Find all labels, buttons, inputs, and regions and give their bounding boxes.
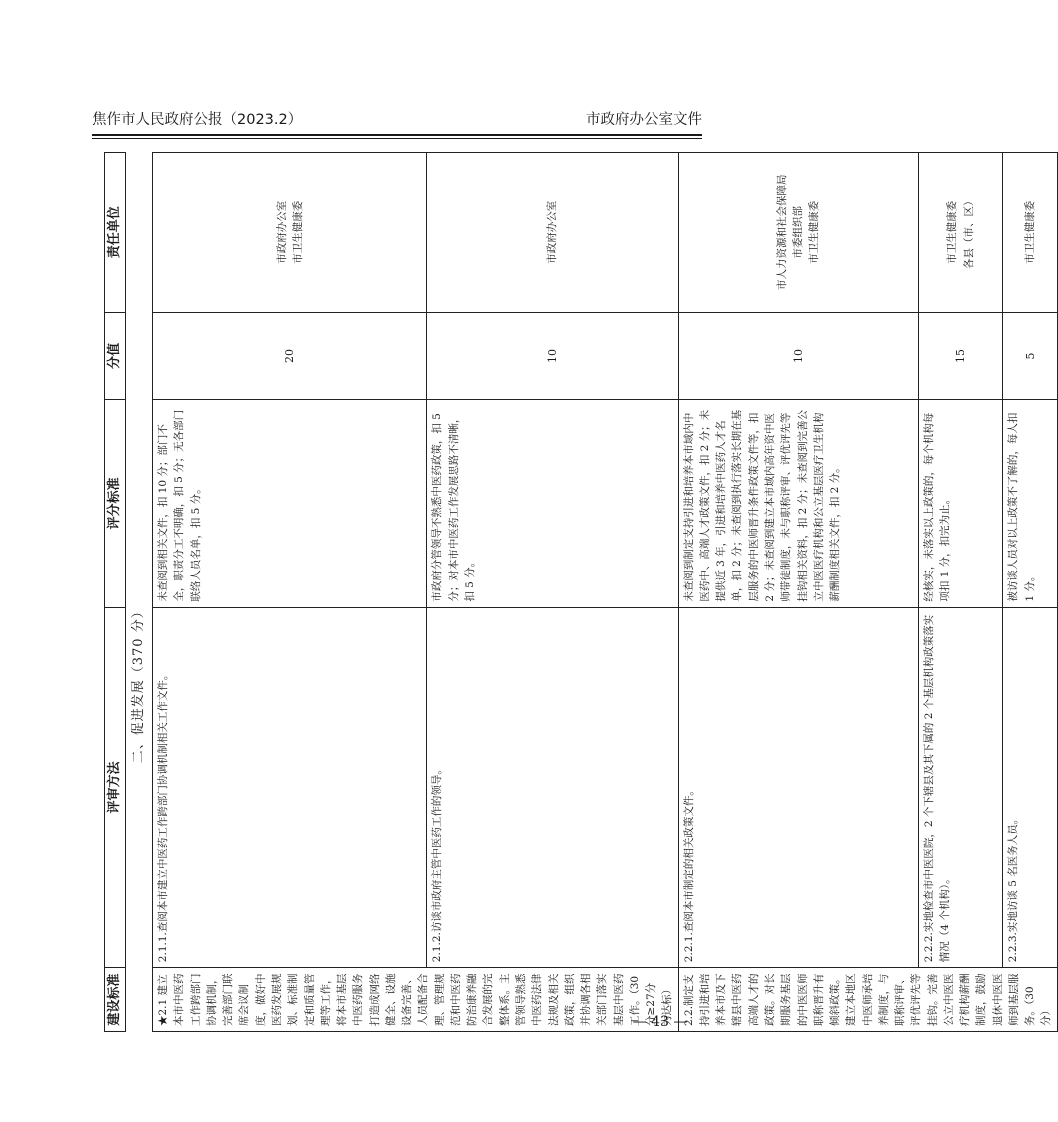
page-header [92, 108, 702, 132]
header-standard: 建设标准 [105, 968, 126, 1032]
method-2-1-1: 2.1.1.查阅本市建立中医药工作跨部门协调机制相关工作文件。 [153, 607, 427, 968]
section-title: 二、促进发展（370 分） [126, 400, 153, 968]
method-2-2-3: 2.2.3.实地访谈 5 名医务人员。 [1003, 607, 1057, 968]
unit-2-1-2: 市政府办公室 [427, 153, 678, 313]
criteria-2-1-2: 市政府分管领导不熟悉中医药政策，扣 5 分；对本市中医药工作发展思路不清晰，扣 5 分。 [427, 400, 678, 607]
table-header-row [105, 153, 126, 1032]
table-row [678, 153, 918, 1032]
score-2-2-3: 5 [1003, 312, 1057, 400]
criteria-2-2-3: 被访谈人员对以上政策不了解的，每人扣 1 分。 [1003, 400, 1057, 607]
header-score: 分值 [105, 312, 126, 400]
table-row [153, 153, 427, 1032]
method-2-1-2: 2.1.2.访谈市政府主管中医药工作的领导。 [427, 607, 678, 968]
unit-2-2-2: 市卫生健康委 各县（市、区） [919, 153, 1003, 313]
score-2-1-2: 10 [427, 312, 678, 400]
table-row [1003, 153, 1057, 1032]
publication-title: 焦作市人民政府公报（2023.2） [92, 112, 303, 128]
section-blank-mid [126, 312, 153, 400]
document-category: 市政府办公室文件 [586, 112, 702, 128]
standard-2-1: ★2.1 建立本市中医药工作跨部门协调机制，完善部门联席会议制度，做好中医药发展规划、标准制定和质量管理等工作，将本市基层中医药服务打造成网络健全、设施设备完善、人员配备合理、管理规范和中医药防治康养融合发展的完整体系。主管领导熟悉中医药法律法规及相关政策，组织并协调各相关部门落实基层中医药工作。（30分≥27分为达标） [153, 968, 679, 1032]
header-rule-thin [92, 138, 702, 139]
table-row [427, 153, 678, 1032]
method-2-2-1: 2.2.1.查阅本市制定的相关政策文件。 [678, 607, 918, 968]
standard-2-2: 2.2.制定支持引进和培养本市及下辖县中医药高端人才的政策。对长期服务基层的中医医师职称晋升有倾斜政策。建立本地区中医师承培养制度，与职称评审、评优评先等挂钩。完善公立中医医疗机构薪酬制度，鼓励退休中医医师到基层服务。（30分） [678, 968, 1057, 1032]
method-2-2-2: 2.2.2.实地检查市中医医院，2 个下辖县及其下属的 2 个基层机构政策落实情况（4 个机构）。 [919, 607, 1003, 968]
header-method: 评审方法 [105, 607, 126, 968]
page-number: — 43 — [632, 1014, 688, 1030]
unit-2-2-3: 市卫生健康委 [1003, 153, 1057, 313]
header-rule-thick [92, 134, 702, 136]
score-2-2-1: 10 [678, 312, 918, 400]
criteria-2-2-1: 未查阅到制定支持引进和培养本市域内中医药中、高端人才政策文件，扣 2 分；未提供近 3 年，引进和培养中医药人才名单，扣 2 分；未查阅到执行落实长期在基层服务的中医师晋升条件政策文件等，扣 2 分；未查阅到建立本市域内高年资中医师带徒制度，未与职称评审、评优评先等挂钩相关资料，扣 2 分；未查阅到完善公立中医医疗机构和公立基层医疗卫生机构薪酬制度相关文件，扣 2 分。 [678, 400, 918, 607]
section-row [126, 153, 153, 1032]
table-row [919, 153, 1003, 1032]
header-unit: 责任单位 [105, 153, 126, 313]
score-2-2-2: 15 [919, 312, 1003, 400]
evaluation-table [104, 152, 1058, 1032]
section-blank-right [126, 153, 153, 313]
section-blank-left [126, 968, 153, 1032]
criteria-2-1-1: 未查阅到相关文件，扣 10 分；部门不全，职责分工不明确，扣 5 分；无各部门联络人员名单，扣 5 分。 [153, 400, 427, 607]
header-criteria: 评分标准 [105, 400, 126, 607]
unit-2-2-1: 市人力资源和社会保障局 市委组织部 市卫生健康委 [678, 153, 918, 313]
score-2-1-1: 20 [153, 312, 427, 400]
unit-2-1-1: 市政府办公室 市卫生健康委 [153, 153, 427, 313]
criteria-2-2-2: 经核实，未落实以上政策的，每个机构每项扣 1 分，扣完为止。 [919, 400, 1003, 607]
